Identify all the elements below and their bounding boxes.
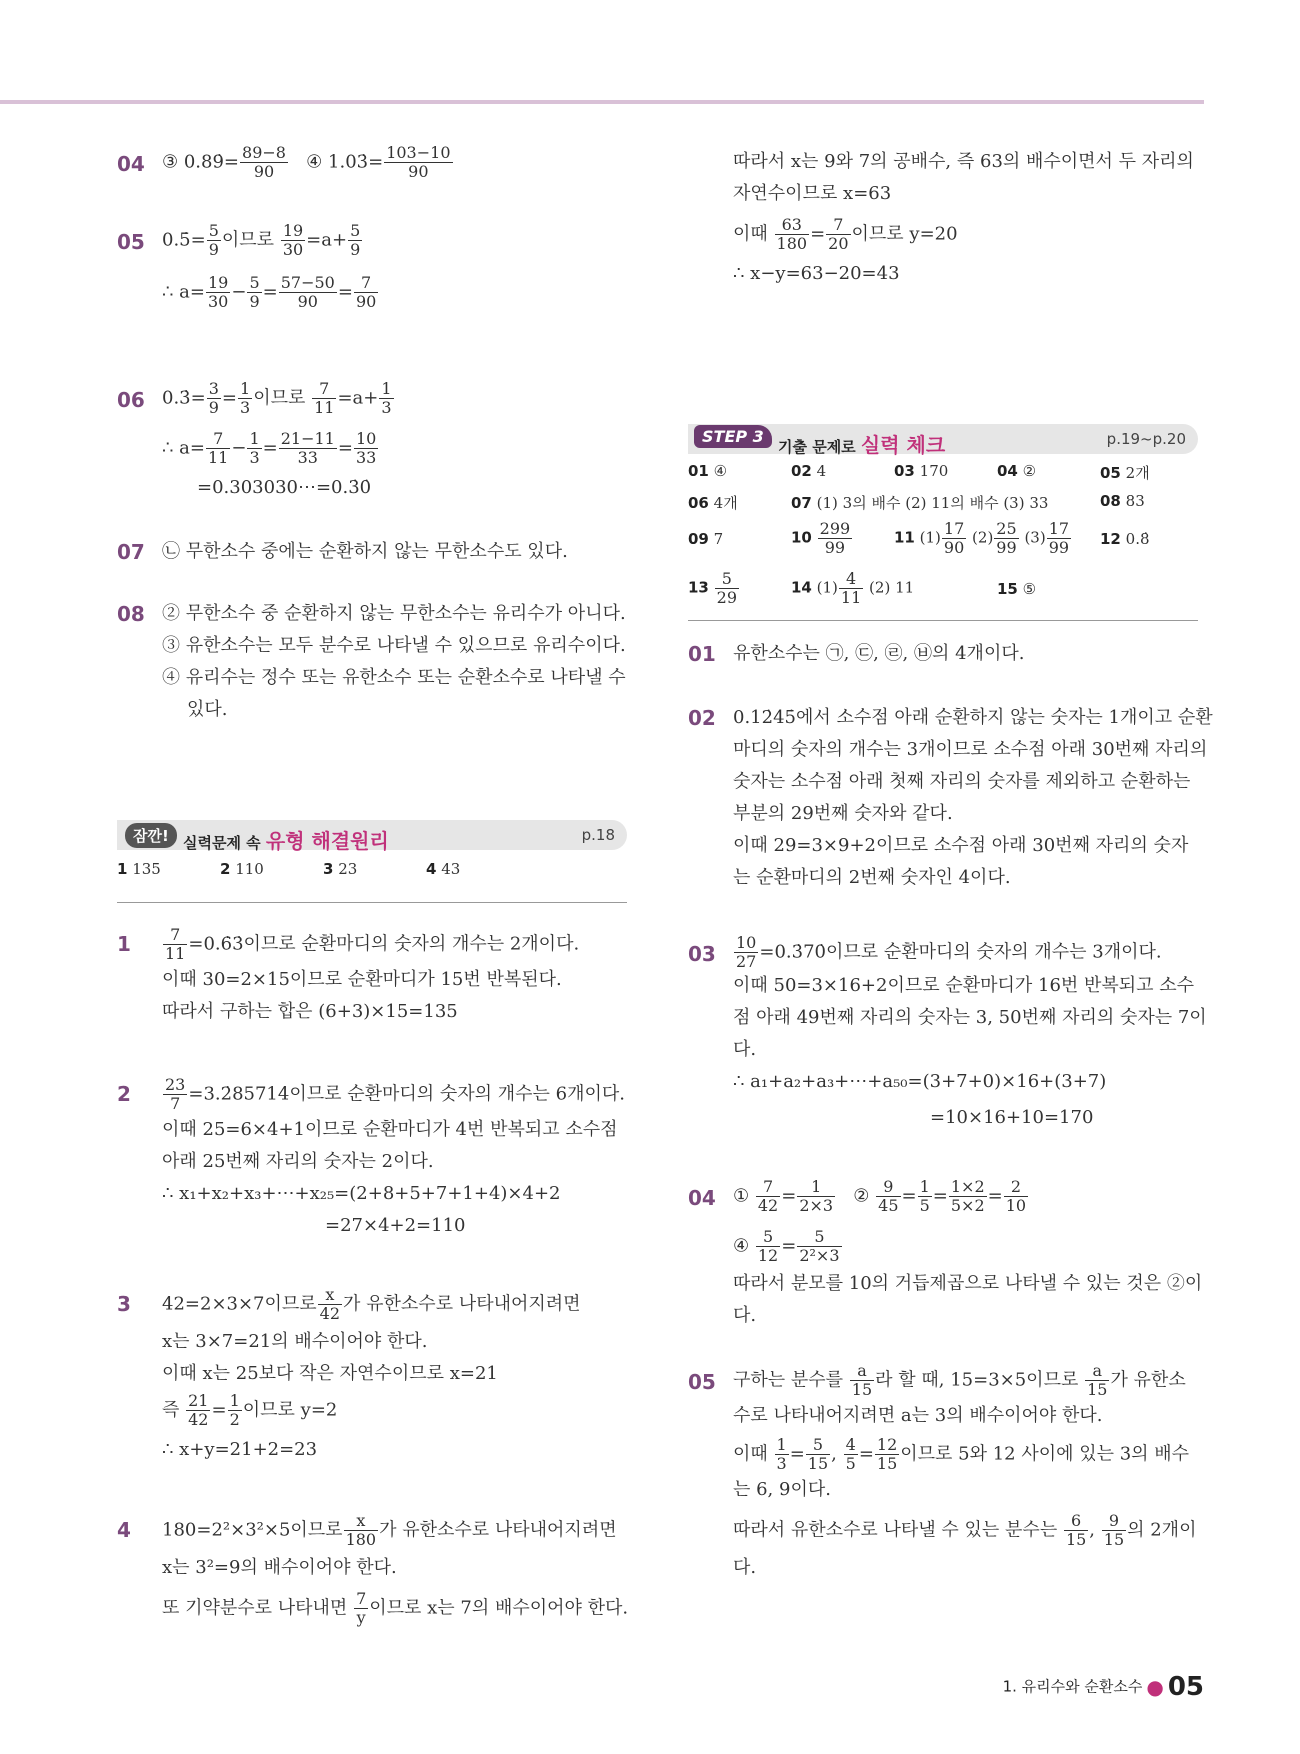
bullet-icon: ●	[1146, 1675, 1164, 1699]
solution-4: 4 180=2²×3²×5이므로 $\frac{x}{180}$ 가 유한소수로 나타내어지려면 x는 3²=9의 배수이어야 한다. 또 기약분수로 나타내면 $\frac{7}{y}$ 이므로 x는 7의 배수이어야 한다.	[117, 1511, 629, 1627]
problem-number: 03	[688, 942, 716, 966]
solution-04: 04 ① $\frac{7}{42}$ = $\frac{1}{2\times 3}$ ② $\frac{9}{45}$ = $\frac{1}{5}$ = $\frac{1\times 2}{5\times 2}$ = $\frac{2}{10}$ ④ $\frac{5}{12}$ = $\frac{5}{\text{2²×3}}$ 따라서 분모를 10의 거듭제곱으로 나타낼 수 있는 것은 ②이 다.	[688, 1177, 1203, 1326]
solution-01: 01 유한소수는 ㉠, ㉢, ㉣, ㉥의 4개이다.	[688, 642, 1025, 666]
top-rule	[0, 100, 1204, 104]
step-badge: STEP 3	[694, 425, 772, 448]
problem-number: 08	[117, 602, 145, 626]
problem-number: 07	[117, 540, 145, 564]
problem-07: 07 ㉡ 무한소수 중에는 순환하지 않는 무한소수도 있다.	[117, 540, 568, 564]
problem-number: 4	[117, 1518, 131, 1542]
chapter-title: 1. 유리수와 순환소수	[1002, 1677, 1143, 1696]
solution-3: 3 42=2×3×7이므로 $\frac{x}{42}$ 가 유한소수로 나타내어지려면 x는 3×7=21의 배수이어야 한다. 이때 x는 25보다 작은 자연수이므로 x=21 즉 $\frac{21}{42}$ = $\frac{1}{2}$ 이므로 y=2 ∴ x+y=21+2=23	[117, 1285, 581, 1460]
solution-1: 1 $\frac{7}{11}$ =0.6̇3̇이므로 순환마디의 숫자의 개수는 2개이다. 이때 30=2×15이므로 순환마디가 15번 반복된다. 따라서 구하는 합은 (6+3)×15=135	[117, 925, 580, 1022]
divider	[688, 620, 1198, 621]
solution-4-continued: 따라서 x는 9와 7의 공배수, 즉 63의 배수이면서 두 자리의 자연수이므로 x=63 이때 $\frac{63}{180}$ = $\frac{7}{20}$ 이므로 y=20 ∴ x−y=63−20=43	[733, 151, 1194, 284]
divider	[117, 902, 627, 903]
problem-number: 06	[117, 388, 145, 412]
problem-number: 2	[117, 1082, 131, 1106]
page-number: 05	[1167, 1672, 1204, 1702]
problem-number: 04	[688, 1186, 716, 1210]
problem-number: 05	[688, 1370, 716, 1394]
problem-06: 06 0.3̇= $\frac{3}{9}$ = $\frac{1}{3}$ 이므로 $\frac{7}{11}$ =a+ $\frac{1}{3}$ ∴ a= $\frac{7}{11}$ − $\frac{1}{3}$ = $\frac{21-11}{33}$ = $\frac{10}{33}$ =0.303030⋯=0.3̇0̇	[117, 379, 392, 498]
section-banner-step3: STEP 3 기출 문제로 실력 체크 p.19~p.20	[688, 424, 1198, 454]
solution-02: 02 0.12̇45̇에서 소수점 아래 순환하지 않는 숫자는 1개이고 순환 마디의 숫자의 개수는 3개이므로 소수점 아래 30번째 자리의 숫자는 소수점 아래 첫째 자리의 숫자를 제외하고 순환하는 부분의 29번째 숫자와 같다. 이때 29=3×9+2이므로 소수점 아래 30번째 자리의 숫자 는 순환마디의 2번째 숫자인 4이다.	[688, 706, 1213, 888]
problem-number: 3	[117, 1292, 131, 1316]
problem-05: 05 0.5̇= $\frac{5}{9}$ 이므로 $\frac{19}{30}$ =a+ $\frac{5}{9}$ ∴ a= $\frac{19}{30}$ − $\frac{5}{9}$ = $\frac{57-50}{90}$ = $\frac{7}{90}$	[117, 221, 377, 311]
step3-answer-grid: 01 ④ 02 4 03 170 04 ② 05 2개 06 4개 07 (1) 3의 배수 (2) 11의 배수 (3) 33 08 83 09 7 10 $\frac{299}{99}$ 11 (1) $\frac{17}{90}$ (2) $\frac{25}{99}$ (3) $\frac{17}{99}$ 12 0.8̇ 13 $\frac{5}{29}$ 14 (1) $\frac{4}{11}$ (2) 11 15 ⑤	[688, 462, 1150, 607]
badge: 잠깐!	[125, 823, 177, 848]
solution-2: 2 $\frac{23}{7}$ =3.2̇85714̇이므로 순환마디의 숫자의 개수는 6개이다. 이때 25=6×4+1이므로 순환마디가 4번 반복되고 소수점 아래 25번째 자리의 숫자는 2이다. ∴ x₁+x₂+x₃+⋯+x₂₅=(2+8+5+7+1+4)×4+2 =27×4+2=110	[117, 1075, 625, 1236]
problem-number: 1	[117, 932, 131, 956]
problem-number: 01	[688, 642, 716, 666]
problem-number: 02	[688, 706, 716, 730]
problem-number: 05	[117, 230, 145, 254]
solution-05: 05 구하는 분수를 $\frac{a}{15}$ 라 할 때, 15=3×5이므로 $\frac{a}{15}$ 가 유한소 수로 나타내어지려면 a는 3의 배수이어야 한다. 이때 $\frac{1}{3}$ = $\frac{5}{15}$ , $\frac{4}{5}$ = $\frac{12}{15}$ 이므로 5와 12 사이에 있는 3의 배수 는 6, 9이다. 따라서 유한소수로 나타낼 수 있는 분수는 $\frac{6}{15}$ , $\frac{9}{15}$ 의 2개이 다.	[688, 1361, 1197, 1578]
section-banner-hint: 잠깐! 실력문제 속 유형 해결원리 p.18	[117, 820, 627, 850]
answer-row: 1 135 2 110 3 23 4 43	[117, 860, 461, 878]
problem-number: 04	[117, 152, 145, 176]
page-footer	[1003, 1672, 1204, 1702]
problem-08: 08 ② 무한소수 중 순환하지 않는 무한소수는 유리수가 아니다. ③ 유한소수는 모두 분수로 나타낼 수 있으므로 유리수이다. ④ 유리수는 정수 또는 유한소수 또는 순환소수로 나타낼 수 있다.	[117, 602, 626, 720]
solution-03: 03 $\frac{10}{27}$ =0.3̇70̇이므로 순환마디의 숫자의 개수는 3개이다. 이때 50=3×16+2이므로 순환마디가 16번 반복되고 소수 점 아래 49번째 자리의 숫자는 3, 50번째 자리의 숫자는 7이 다. ∴ a₁+a₂+a₃+⋯+a₅₀=(3+7+0)×16+(3+7) =10×16+10=170	[688, 933, 1207, 1128]
problem-04: 04 ③ 0.89̇= $\frac{89-8}{90}$ ④ 1.03̇= $\frac{103-10}{90}$	[117, 143, 451, 181]
